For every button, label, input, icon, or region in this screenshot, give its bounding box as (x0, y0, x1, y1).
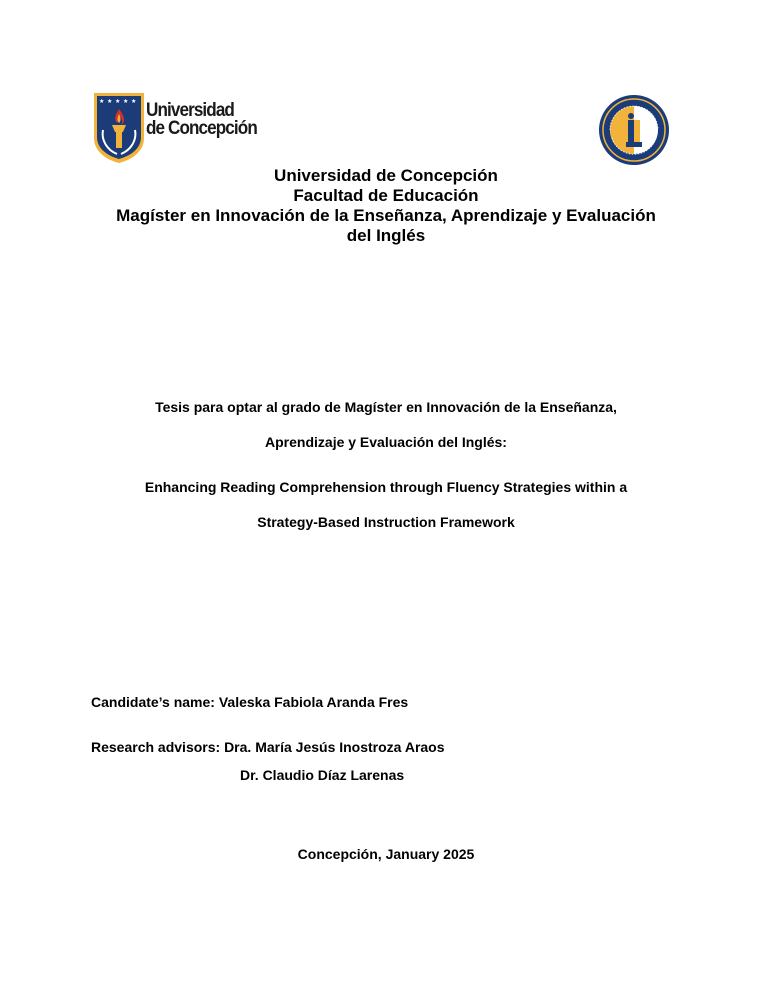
svg-text:★: ★ (107, 98, 113, 105)
shield-icon (93, 92, 145, 164)
universidad-wordmark (146, 102, 257, 138)
research-advisor-2: Dr. Claudio Díaz Larenas (240, 767, 405, 783)
place-and-date: Concepción, January 2025 (297, 846, 475, 862)
program-name-line1: Magíster en Innovación de la Enseñanza, Aprendizaje y Evaluación (116, 206, 656, 225)
university-name: Universidad de Concepción (274, 166, 498, 185)
faculty-name: Facultad de Educación (293, 186, 479, 205)
program-name-line2: del Inglés (346, 226, 426, 245)
svg-text:★: ★ (99, 98, 105, 105)
wordmark-line2: de Concepción (146, 118, 257, 139)
faculty-seal (598, 94, 670, 166)
thesis-title-line2: Strategy-Based Instruction Framework (257, 514, 515, 530)
wordmark-line1: Universidad (146, 100, 234, 121)
candidate-name: Candidate’s name: Valeska Fabiola Aranda Fres (91, 694, 409, 710)
seal-emblem-icon (598, 94, 670, 166)
research-advisors: Research advisors: Dra. María Jesús Inostroza Araos (91, 739, 445, 755)
thesis-purpose-line2: Aprendizaje y Evaluación del Inglés: (265, 434, 507, 450)
svg-text:★: ★ (123, 98, 129, 105)
svg-text:★: ★ (131, 98, 137, 105)
svg-text:★: ★ (115, 98, 121, 105)
thesis-title-line1: Enhancing Reading Comprehension through Fluency Strategies within a (144, 479, 628, 495)
thesis-purpose-line1: Tesis para optar al grado de Magíster en Innovación de la Enseñanza, (155, 399, 617, 415)
